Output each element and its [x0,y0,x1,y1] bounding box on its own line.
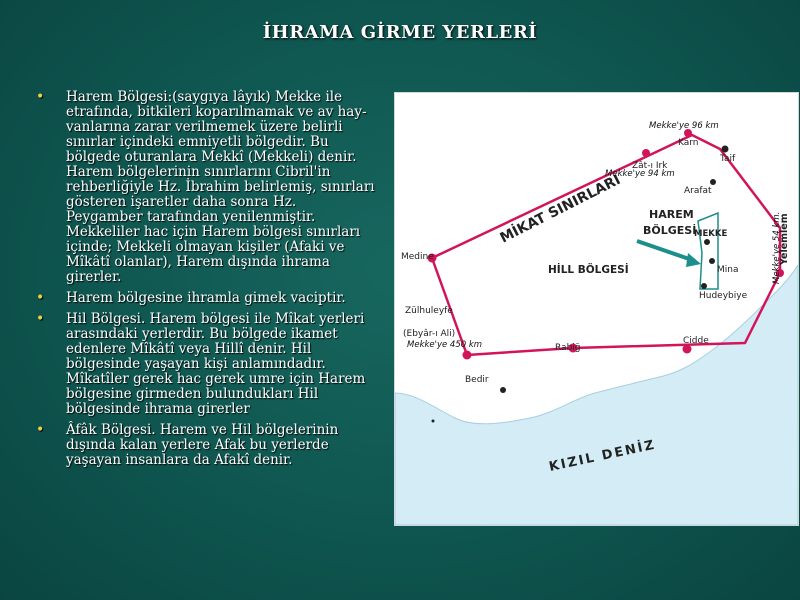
zulhuleyfe-label-1: Zülhuleyfe [405,306,453,316]
mikat-border [432,135,780,355]
distance-yelemlem: Mekke'ye 54 km. [772,211,782,284]
mekke-label: MEKKE [694,229,728,239]
medine-label: Medine [401,252,434,262]
zati-irk-label: Zât-ı Irk [632,161,668,171]
distance-zati-irk: Mekke'ye 94 km [605,169,675,179]
sea-area [395,265,798,525]
yelemlem-label: Yelemlem [779,213,790,265]
bullet-marker: • [36,422,45,438]
sea-label: KIZIL DENİZ [547,437,658,475]
bullet-marker: • [36,290,45,306]
bullet-marker: • [36,89,45,105]
hudeybiye-dot [701,283,707,289]
harem-arrowhead [686,253,701,267]
mina-label: Mina [717,265,739,275]
zati-irk-dot [642,149,650,157]
bedir-dot [500,387,506,393]
bullet-marker: • [36,311,45,327]
karn-label: Karn [678,138,699,148]
cidde-label: Cidde [683,336,709,346]
bullet-text: Harem Bölgesi:(saygıya lâyık) Mekke ile etrafında, bitkileri koparılmamak ve av hay-vanlarına zarar verilmemek üzere belirli sınırlar içindeki emniyetli bölgedir. Bu bölgede oturanlara Mekkî (Mekkeli) denir. Harem bölgelerinin sınırlarını Cibril'in rehberliğiyle Hz. İbrahim belirlemiş, sınırları gösteren işaretler daha sonra Hz. Peygamber tarafından yenilenmiştir. Mekkeliler hac için Harem bölgesi sınırları içinde; Mekkeli olmayan kişiler (Afaki ve Mîkâtî olanlar), Harem dışında ihrama girerler. [66,89,375,285]
rabig-label: Rabiğ [555,343,581,353]
distance-zulhuleyfe: Mekke'ye 450 km [407,340,483,350]
bullet-text: Harem bölgesine ihramla gimek vaciptir. [66,290,346,306]
harem-label-1: HAREM [649,208,694,221]
mekke-dot [704,239,710,245]
bullet-text: Âfâk Bölgesi. Harem ve Hil bölgelerinin dışında kalan yerlere Afak bu yerlerde yaşayan insanlara da Afakî denir. [66,422,339,468]
bullet-item-harem [36,90,376,285]
taif-dot [722,146,729,153]
bullet-item-hil [36,312,376,417]
bullet-item-afak [36,423,376,468]
zulhuleyfe-dot [463,351,472,360]
minor-dot [432,420,435,423]
mina-dot [709,258,715,264]
arafat-dot [710,179,716,185]
distance-karn: Mekke'ye 96 km [649,121,719,131]
harem-region [698,213,718,289]
arafat-label: Arafat [684,186,712,196]
harem-label-2: BÖLGESİ [643,224,697,237]
bullet-item-ihram-vacip [36,291,376,306]
slide-title: İHRAMA GİRME YERLERİ [262,22,538,43]
hill-label: HİLL BÖLGESİ [548,264,629,276]
map-svg [395,93,798,525]
bedir-label: Bedir [465,375,489,385]
border-label: MİKAT SINIRLARI [497,171,624,247]
zulhuleyfe-label-2: (Ebyâr-ı Ali) [403,329,456,339]
bullet-list [36,90,376,474]
bullet-text: Hil Bölgesi. Harem bölgesi ile Mîkat yerleri arasındaki yerlerdir. Bu bölgede ikamet edenlere Mîkâtî veya Hillî denir. Hil bölgesinde yaşayan kişi anlamındadır. Mîkatîler gerek hac gerek umre için Harem bölgesine girmeden bulundukları Hil bölgesinde ihrama girerler [66,311,366,417]
mikat-map [394,92,799,526]
hudeybiye-label: Hudeybiye [699,291,748,301]
taif-label: Taif [720,154,736,164]
harem-arrow [637,241,695,261]
